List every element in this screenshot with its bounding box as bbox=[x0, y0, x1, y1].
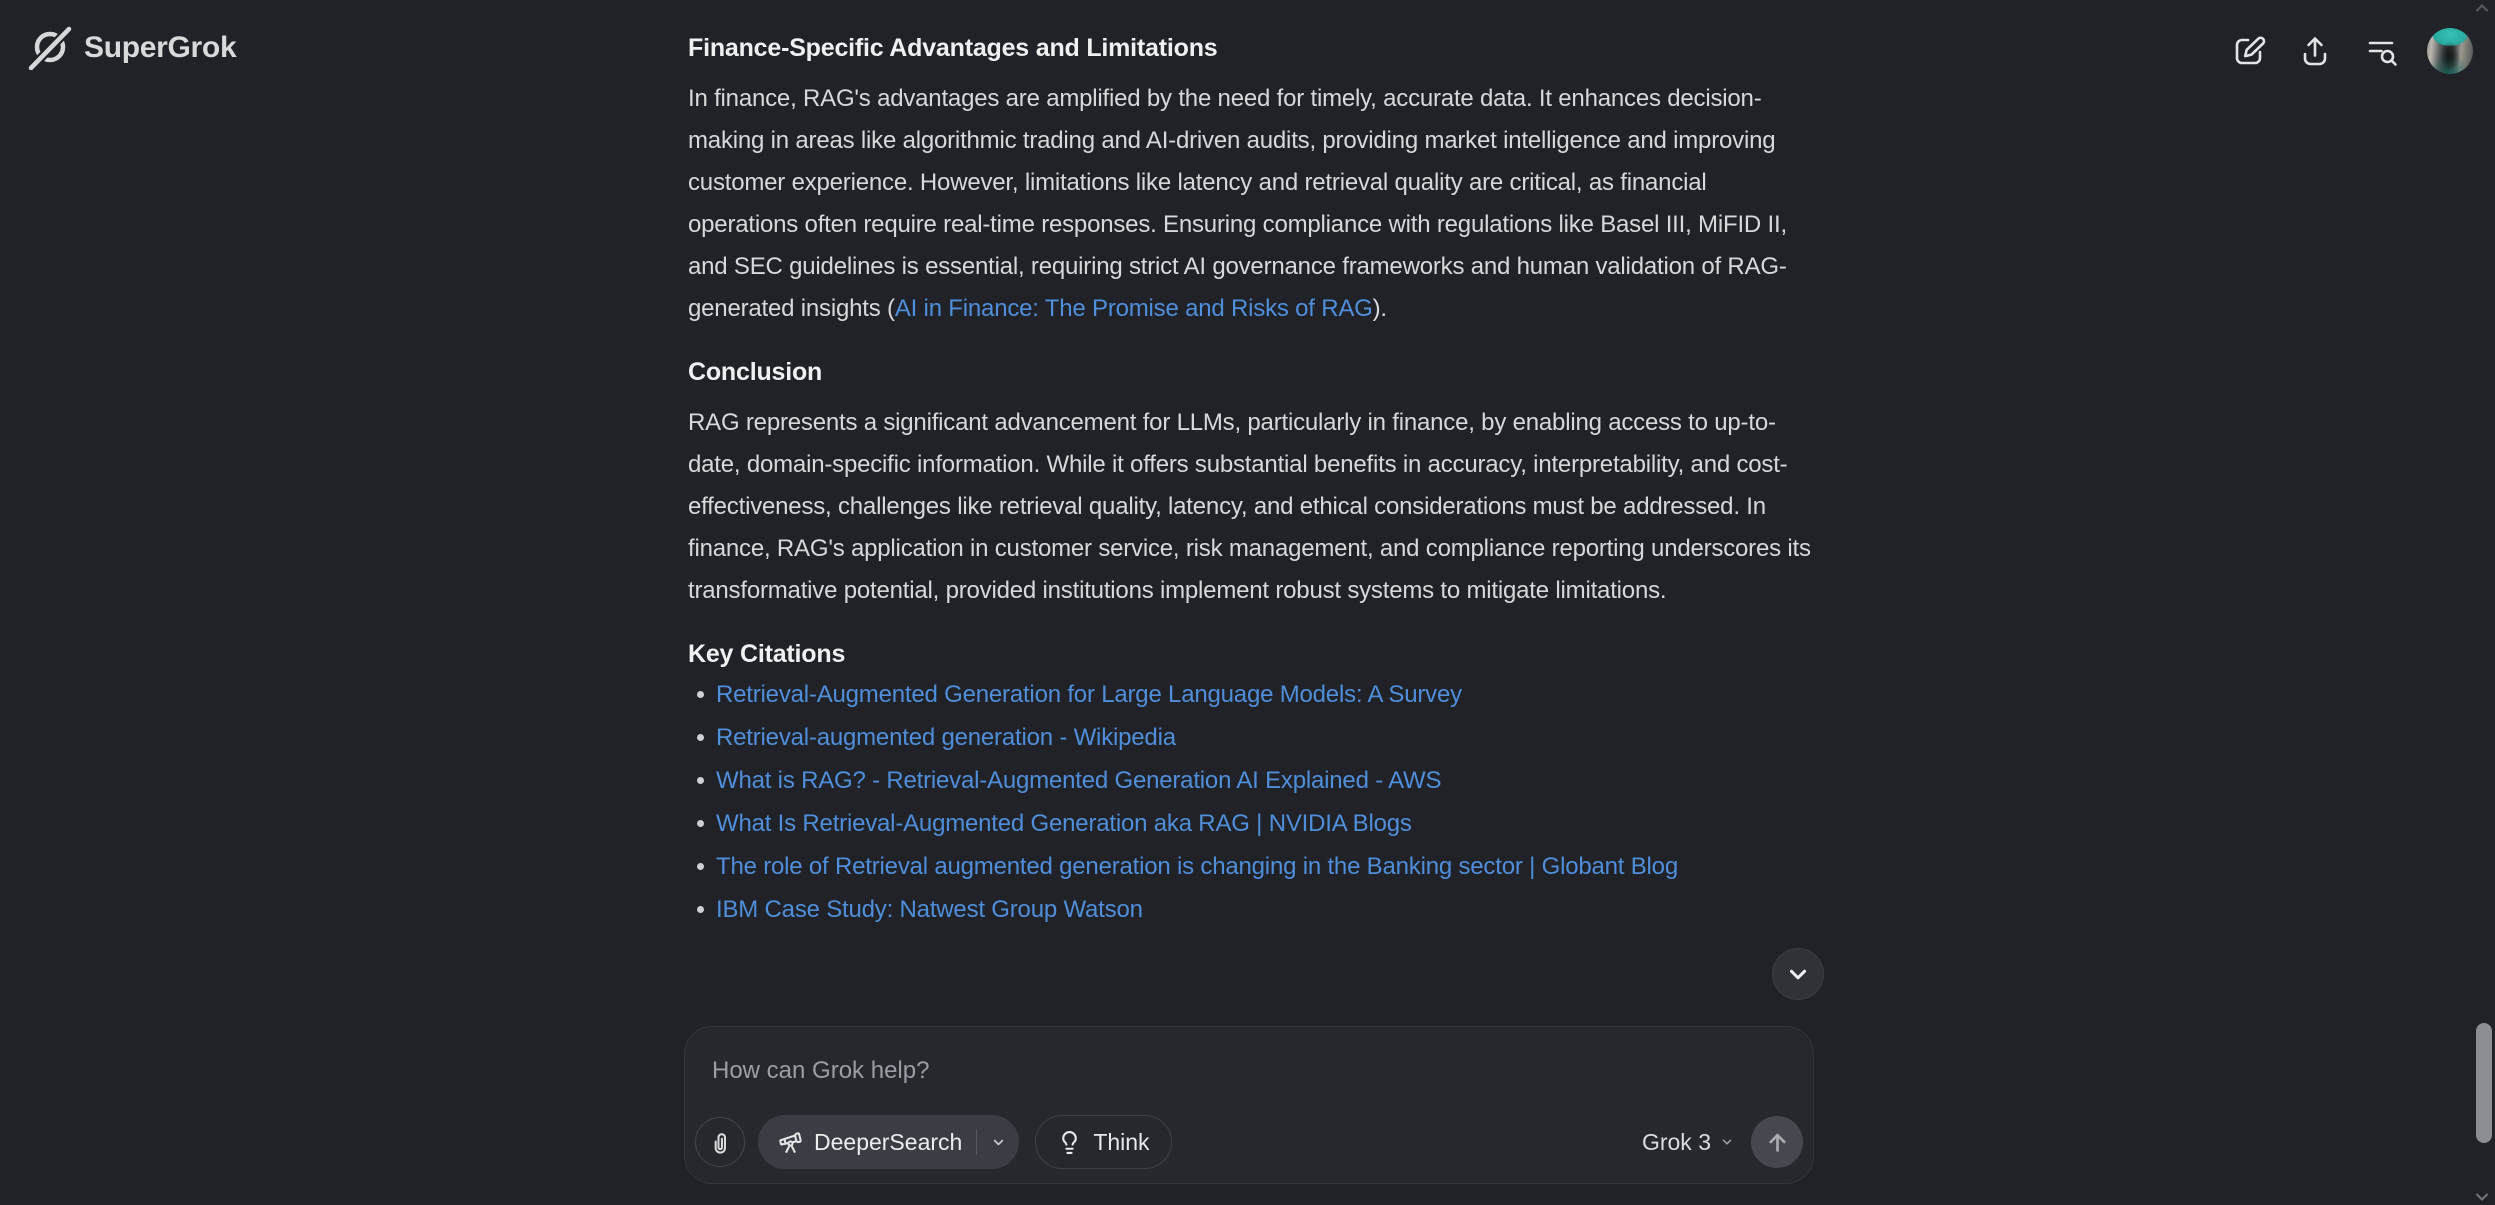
compose-icon bbox=[2231, 33, 2267, 69]
citation-item bbox=[688, 802, 1816, 845]
think-button[interactable] bbox=[1035, 1115, 1171, 1169]
scrollbar-thumb[interactable] bbox=[2476, 1023, 2492, 1143]
top-actions bbox=[2229, 28, 2473, 74]
composer bbox=[684, 1026, 1814, 1184]
scroll-to-bottom-button[interactable] bbox=[1772, 948, 1824, 1000]
send-button[interactable] bbox=[1751, 1116, 1803, 1168]
avatar[interactable] bbox=[2427, 28, 2473, 74]
scrollbar-down-arrow[interactable] bbox=[2473, 1191, 2491, 1203]
model-selector[interactable] bbox=[1642, 1129, 1734, 1156]
citation-item bbox=[688, 845, 1816, 888]
new-chat-button[interactable] bbox=[2229, 31, 2269, 71]
paperclip-icon bbox=[707, 1129, 733, 1155]
citation-item bbox=[688, 716, 1816, 759]
scrollbar-up-arrow[interactable] bbox=[2473, 2, 2491, 14]
citation-link[interactable]: Retrieval-augmented generation - Wikipedia bbox=[716, 724, 1176, 751]
citation-link[interactable]: Retrieval-Augmented Generation for Large Language Models: A Survey bbox=[716, 681, 1462, 708]
deeper-search-button[interactable] bbox=[758, 1115, 1019, 1169]
citation-link[interactable]: What is RAG? - Retrieval-Augmented Generation AI Explained - AWS bbox=[716, 767, 1442, 794]
share-button[interactable] bbox=[2295, 31, 2335, 71]
lightbulb-icon bbox=[1057, 1130, 1082, 1155]
deeper-search-dropdown[interactable] bbox=[977, 1115, 1019, 1169]
citation-item bbox=[688, 759, 1816, 802]
citation-link[interactable]: What Is Retrieval-Augmented Generation aka RAG | NVIDIA Blogs bbox=[716, 810, 1412, 837]
chat-response bbox=[688, 33, 1816, 931]
attach-button[interactable] bbox=[695, 1117, 745, 1167]
model-label: Grok 3 bbox=[1641, 1128, 1711, 1155]
citation-item bbox=[688, 673, 1816, 716]
paragraph-text: In finance, RAG's advantages are amplified by the need for timely, accurate data. It enhances decision-making in areas like algorithmic trading and AI-driven audits, providing market intelligence and improving customer experience. However, limitations like latency and retrieval quality are critical, as financial operations often require real-time responses. Ensuring compliance with regulations like Basel III, MiFID II, and SEC guidelines is essential, requiring strict AI governance frameworks and human validation of RAG-generated insights ( bbox=[688, 85, 1787, 322]
telescope-icon bbox=[778, 1130, 803, 1155]
citations-list bbox=[688, 673, 1816, 931]
citation-link[interactable]: The role of Retrieval augmented generation is changing in the Banking sector | Globant Blog bbox=[716, 853, 1678, 880]
chevron-down-icon bbox=[1785, 961, 1811, 987]
chevron-down-icon bbox=[1720, 1135, 1734, 1149]
supergrok-logo-icon bbox=[28, 26, 72, 70]
paragraph-text: ). bbox=[1372, 295, 1387, 322]
list-search-icon bbox=[2363, 33, 2399, 69]
section-heading-citations: Key Citations bbox=[688, 640, 846, 668]
upload-icon bbox=[2297, 33, 2333, 69]
section-heading-finance: Finance-Specific Advantages and Limitations bbox=[688, 34, 1218, 62]
brand-name: SuperGrok bbox=[84, 31, 237, 64]
citation-item bbox=[688, 888, 1816, 931]
section-heading-conclusion: Conclusion bbox=[688, 358, 823, 386]
arrow-up-icon bbox=[1764, 1129, 1791, 1156]
inline-citation-link[interactable]: AI in Finance: The Promise and Risks of RAG bbox=[894, 295, 1373, 322]
think-label: Think bbox=[1093, 1128, 1150, 1155]
composer-toolbar bbox=[695, 1114, 1803, 1170]
finance-paragraph bbox=[688, 78, 1816, 330]
brand[interactable] bbox=[28, 26, 236, 70]
prompt-input[interactable] bbox=[712, 1053, 1752, 1089]
history-search-button[interactable] bbox=[2361, 31, 2401, 71]
citation-link[interactable]: IBM Case Study: Natwest Group Watson bbox=[716, 896, 1143, 923]
chevron-down-icon bbox=[991, 1135, 1006, 1150]
deeper-search-label: DeeperSearch bbox=[814, 1128, 963, 1155]
conclusion-paragraph: RAG represents a significant advancement for LLMs, particularly in finance, by enabling access to up-to-date, domain-specific information. While it offers substantial benefits in accuracy, interpretability, and cost-effectiveness, challenges like retrieval quality, latency, and ethical considerations must be addressed. In finance, RAG's application in customer service, risk management, and compliance reporting underscores its transformative potential, provided institutions implement robust systems to mitigate limitations. bbox=[688, 409, 1811, 604]
